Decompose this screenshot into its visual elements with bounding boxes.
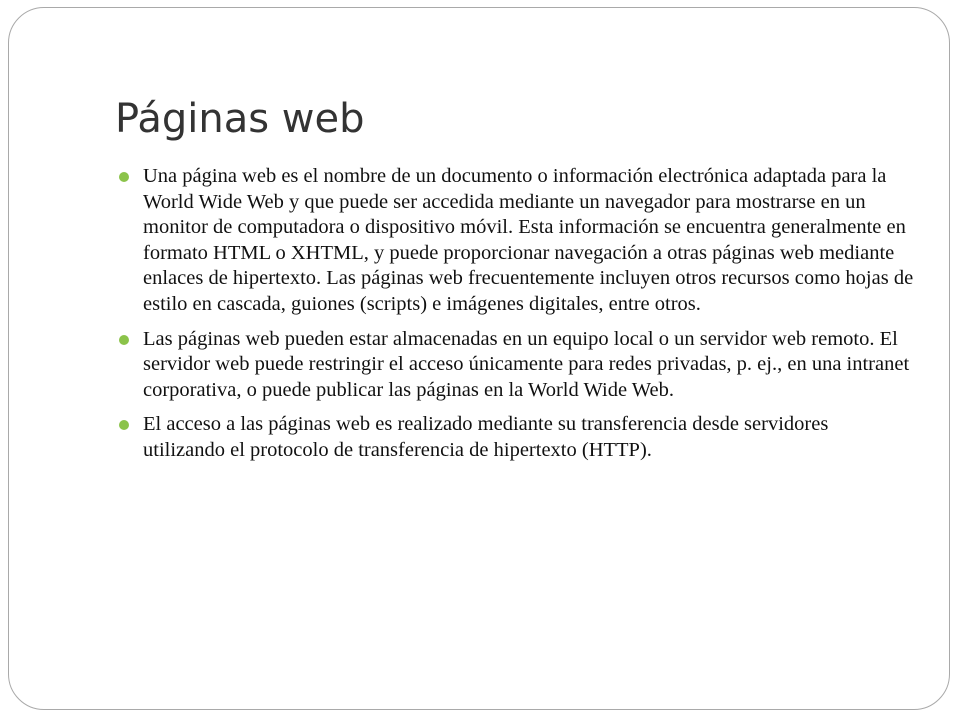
- bullet-list: [115, 164, 915, 473]
- bullet-text: Una página web es el nombre de un documento o información electrónica adaptada para la World Wide Web y que puede ser accedida mediante un navegador para mostrarse en un monitor de computadora o dispositivo móvil. Esta información se encuentra generalmente en formato HTML o XHTML, y puede proporcionar navegación a otras páginas web mediante enlaces de hipertexto. Las páginas web frecuentemente incluyen otros recursos como hojas de estilo en cascada, guiones (scripts) e imágenes digitales, entre otros.: [143, 165, 914, 315]
- bullet-dot-icon: [119, 420, 129, 430]
- bullet-dot-icon: [119, 335, 129, 345]
- bullet-item: [115, 327, 915, 404]
- bullet-item: [115, 164, 915, 318]
- bullet-item: [115, 412, 915, 463]
- bullet-text: El acceso a las páginas web es realizado mediante su transferencia desde servidores utilizando el protocolo de transferencia de hipertexto (HTTP).: [143, 413, 829, 461]
- slide-title: Páginas web: [115, 96, 365, 142]
- slide-frame: [8, 7, 950, 710]
- bullet-dot-icon: [119, 172, 129, 182]
- bullet-text: Las páginas web pueden estar almacenadas en un equipo local o un servidor web remoto. El servidor web puede restringir el acceso únicamente para redes privadas, p. ej., en una intranet corporativa, o puede publicar las páginas en la World Wide Web.: [143, 327, 910, 401]
